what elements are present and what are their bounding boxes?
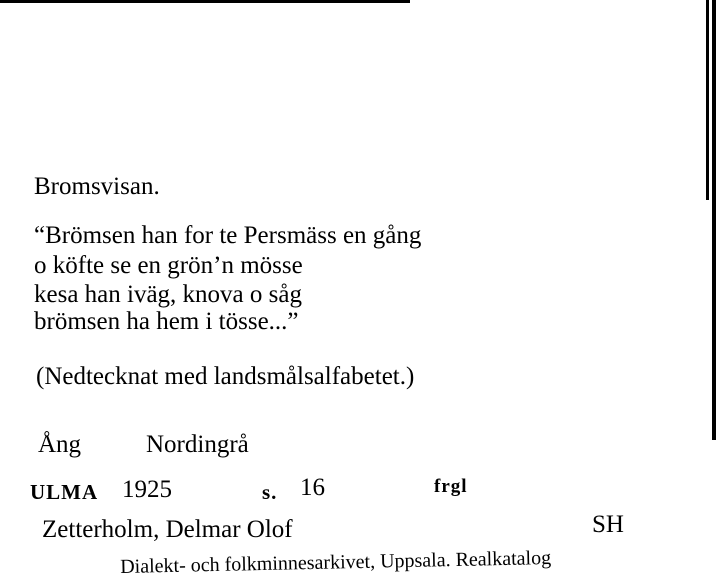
verse-line-3: kesa han iväg, knova o såg [34, 281, 302, 308]
card-right-border [706, 0, 709, 200]
transcription-note: (Nedtecknat med landsmålsalfabetet.) [36, 363, 415, 390]
record-year: 1925 [122, 476, 172, 503]
collector-name: Zetterholm, Delmar Olof [42, 516, 293, 543]
parish-name: Ång [38, 431, 82, 458]
initials: SH [592, 511, 624, 538]
archive-footer: Dialekt- och folkminnesarkivet, Uppsala. Realkatalog [119, 546, 552, 578]
verse-line-4: brömsen ha hem i tösse...” [34, 308, 299, 335]
village-name: Nordingrå [146, 431, 249, 458]
archive-code: ULMA [30, 480, 99, 504]
page-label: s. [262, 480, 278, 504]
verse-line-2: o köfte se en grön’n mösse [34, 252, 303, 279]
verse-line-1: “Brömsen han for te Persmäss en gång [34, 222, 422, 249]
card-top-border [0, 0, 410, 3]
document-title: Bromsvisan. [34, 173, 160, 200]
category-code: frgl [434, 476, 468, 497]
page-number: 16 [300, 474, 325, 501]
card-right-border-outer [712, 0, 716, 440]
